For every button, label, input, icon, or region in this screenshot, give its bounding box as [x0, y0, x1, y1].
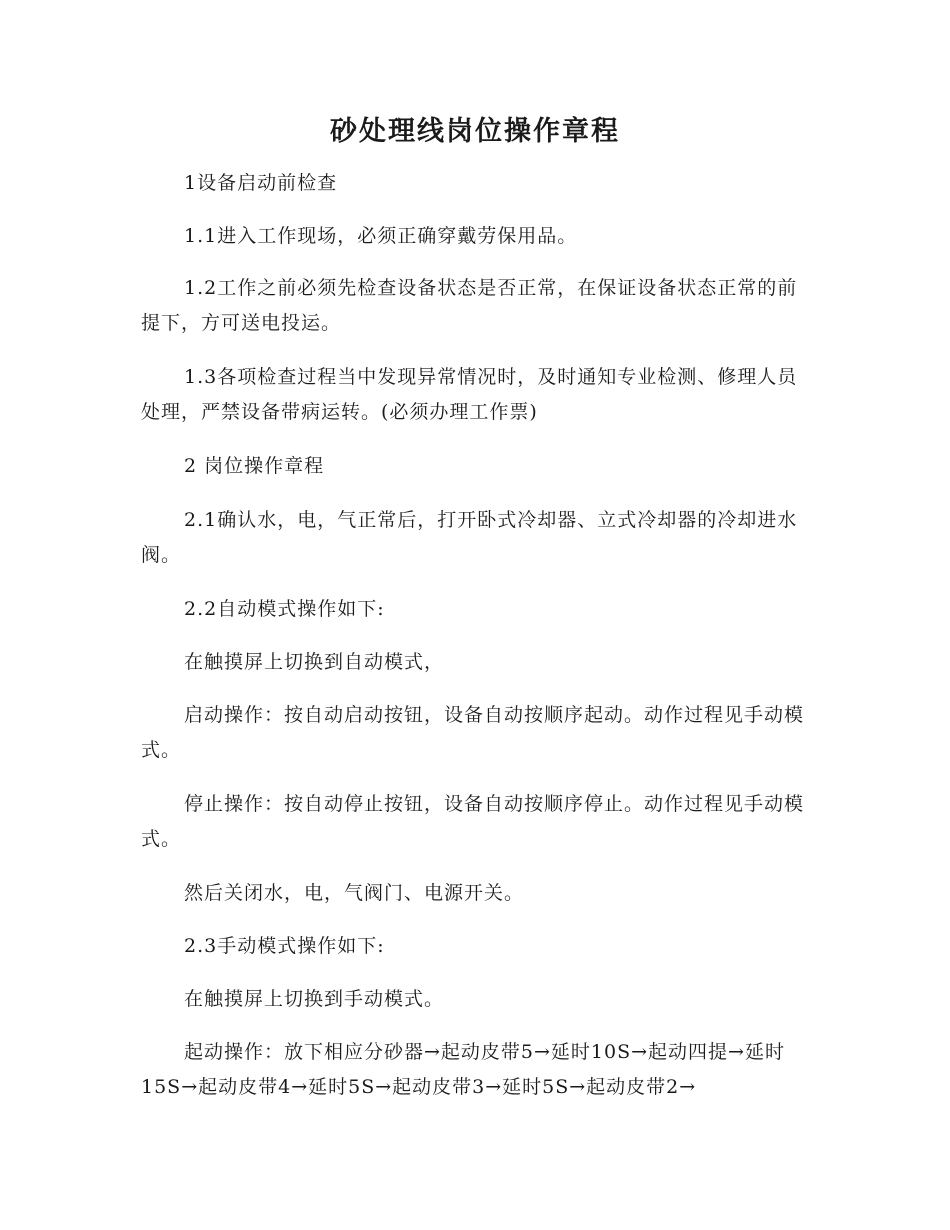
paragraph-manual-switch: 在触摸屏上切换到手动模式。: [184, 988, 445, 1010]
document-title: 砂处理线岗位操作章程: [330, 116, 620, 147]
heading-section-1: 1设备启动前检查: [184, 172, 338, 194]
paragraph-2-1: 2.1确认水，电，气正常后，打开卧式冷却器、立式冷却器的冷却进水阀。: [141, 509, 798, 566]
paragraph-auto-switch: 在触摸屏上切换到自动模式，: [184, 651, 445, 673]
paragraph-1-3: 1.3各项检查过程当中发现异常情况时，及时通知专业检测、修理人员处理，严禁设备带病运转。(必须办理工作票): [141, 366, 798, 423]
paragraph-1-1: 1.1进入工作现场，必须正确穿戴劳保用品。: [184, 225, 578, 247]
paragraph-manual-start: 起动操作：放下相应分砂器→起动皮带5→延时10S→起动四提→延时15S→起动皮带4→延时5S→起动皮带3→延时5S→起动皮带2→: [141, 1041, 785, 1098]
paragraph-2-2: 2.2自动模式操作如下:: [184, 598, 385, 620]
paragraph-auto-start: 启动操作：按自动启动按钮，设备自动按顺序起动。动作过程见手动模式。: [141, 704, 805, 761]
paragraph-shutdown: 然后关闭水，电，气阀门、电源开关。: [184, 882, 525, 904]
paragraph-1-2: 1.2工作之前必须先检查设备状态是否正常，在保证设备状态正常的前提下，方可送电投运。: [141, 277, 798, 334]
paragraph-2-3: 2.3手动模式操作如下:: [184, 935, 385, 957]
paragraph-auto-stop: 停止操作：按自动停止按钮，设备自动按顺序停止。动作过程见手动模式。: [141, 793, 805, 850]
heading-section-2: 2 岗位操作章程: [184, 455, 325, 477]
